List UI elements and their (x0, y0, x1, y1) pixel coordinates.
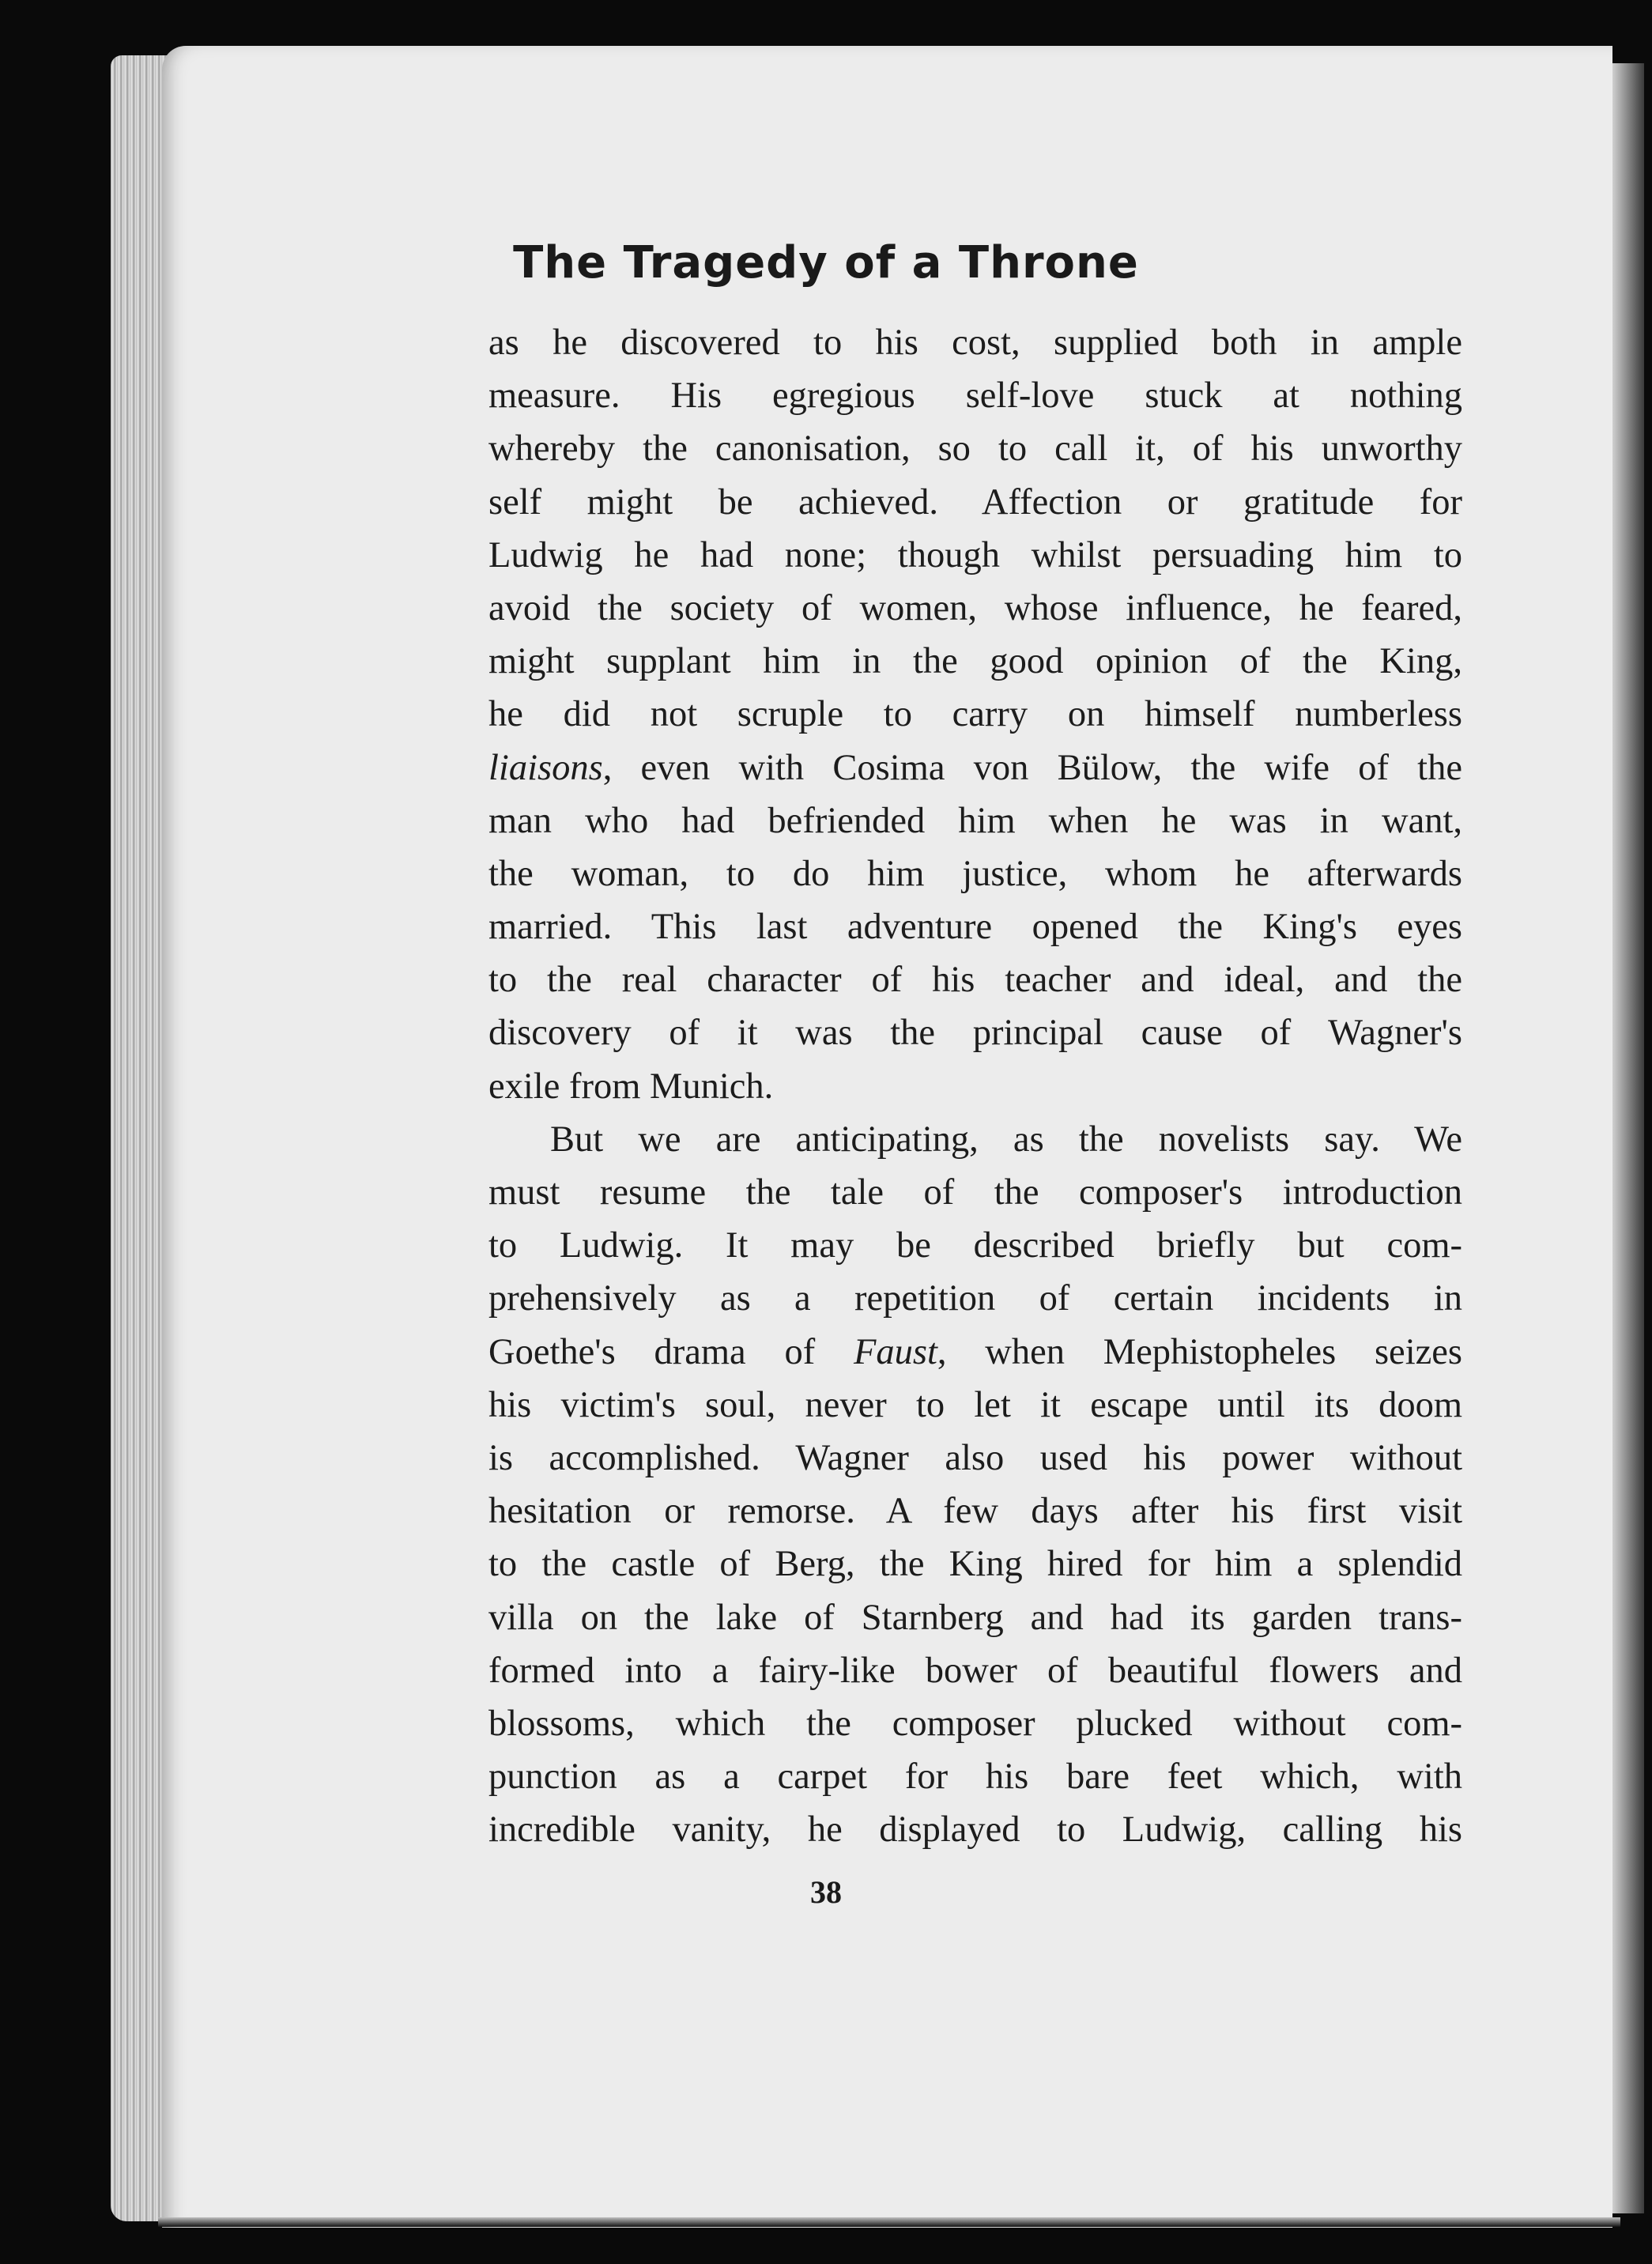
text-line: villa on the lake of Starnberg and had its garden trans- (488, 1597, 1462, 1638)
text-line: hesitation or remorse. A few days after his first visit (488, 1491, 1462, 1532)
paragraph-start-line: But we are anticipating, as the novelists say. We (550, 1119, 1462, 1160)
text-line: punction as a carpet for his bare feet which, with (488, 1756, 1462, 1798)
text-line: blossoms, which the composer plucked without com- (488, 1703, 1462, 1744)
running-head: The Tragedy of a Throne (513, 237, 1139, 289)
text-line: the woman, to do him justice, whom he afterwards (488, 853, 1462, 894)
paragraph-end-line: exile from Munich. (488, 1066, 774, 1107)
text-line: he did not scruple to carry on himself numberless (488, 694, 1462, 735)
text-line: incredible vanity, he displayed to Ludwig, calling his (488, 1809, 1462, 1851)
text-line: Ludwig he had none; though whilst persuading him to (488, 534, 1462, 575)
text-line: Goethe's drama of Faust, when Mephistopheles seizes (488, 1331, 1462, 1372)
bottom-page-edge (158, 2217, 1620, 2227)
text-line: whereby the canonisation, so to call it, of his unworthy (488, 428, 1462, 470)
page-number: 38 (810, 1874, 842, 1910)
text-line: as he discovered to his cost, supplied both in ample (488, 323, 1462, 363)
text-line: might supplant him in the good opinion of the King, (488, 641, 1462, 682)
text-line: discovery of it was the principal cause of Wagner's (488, 1013, 1462, 1054)
text-line: is accomplished. Wagner also used his power without (488, 1437, 1462, 1478)
text-line: must resume the tale of the composer's introduction (488, 1172, 1462, 1213)
text-line: measure. His egregious self-love stuck at nothing (488, 375, 1462, 417)
text-line: his victim's soul, never to let it escape until its doom (488, 1384, 1462, 1425)
text-line: to Ludwig. It may be described briefly but com- (488, 1225, 1462, 1266)
text-line: to the real character of his teacher and ideal, and the (488, 960, 1462, 1001)
italic-word-faust: Faust (853, 1331, 937, 1372)
text-line: married. This last adventure opened the King's eyes (488, 907, 1462, 948)
text-line: liaisons, even with Cosima von Bülow, the wife of the (488, 747, 1462, 788)
body-text (488, 316, 1462, 1856)
text-line: to the castle of Berg, the King hired for him a splendid (488, 1544, 1462, 1585)
text-line: self might be achieved. Affection or gratitude for (488, 481, 1462, 523)
text-line: man who had befriended him when he was in want, (488, 800, 1462, 841)
text-line: prehensively as a repetition of certain incidents in (488, 1278, 1462, 1319)
italic-word-liaisons: liaisons (488, 747, 603, 788)
text-line: avoid the society of women, whose influence, he feared, (488, 587, 1462, 628)
text-line: formed into a fairy-like bower of beautiful flowers and (488, 1650, 1462, 1691)
